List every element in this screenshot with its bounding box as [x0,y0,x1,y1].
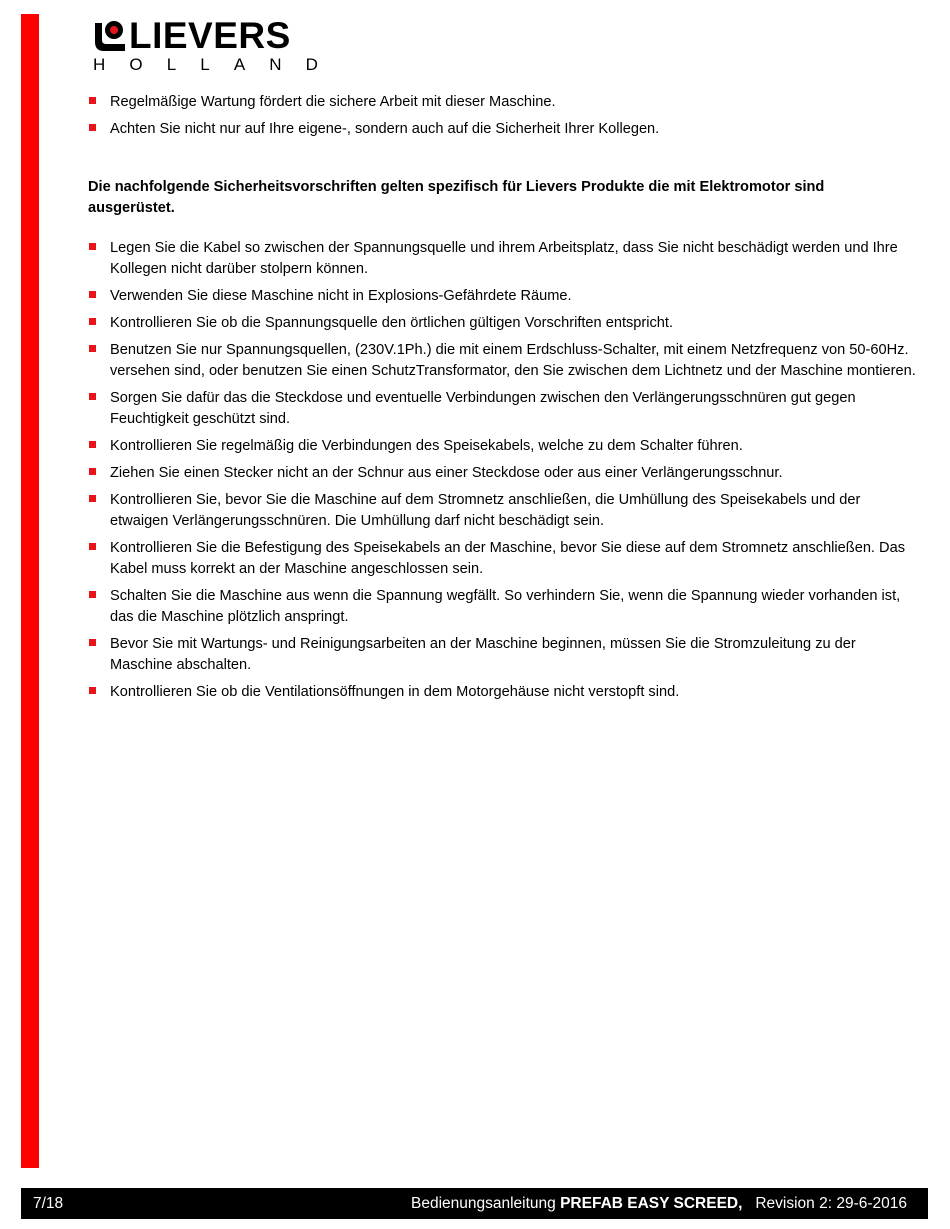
logo-subtitle-letter: O [129,55,143,74]
list-item-text: Kontrollieren Sie, bevor Sie die Maschine auf dem Stromnetz anschließen, die Umhüllung des Speisekabels und der etwaigen Verlängerungsschnüren. Die Umhüllung darf nicht beschädigt sein. [110,492,861,529]
red-square-bullet-icon [89,543,96,550]
document-info [411,1188,907,1219]
red-square-bullet-icon [89,639,96,646]
red-square-bullet-icon [89,97,96,104]
document-body [88,92,918,709]
list-item-text: Kontrollieren Sie ob die Spannungsquelle den örtlichen gültigen Vorschriften entspricht. [110,315,674,331]
logo-row [93,15,291,56]
red-margin-bar [21,14,39,1168]
logo-subtitle-letter: L [166,55,177,74]
list-item [88,538,918,580]
list-item [88,388,918,430]
list-item-text: Legen Sie die Kabel so zwischen der Spannungsquelle und ihrem Arbeitsplatz, dass Sie nicht beschädigt werden und Ihre Kollegen nicht darüber stolpern können. [110,240,898,277]
logo-subtitle-letter: D [305,55,318,74]
list-item [88,436,918,457]
manual-label: Bedienungsanleitung [410,1195,561,1212]
list-item [88,286,918,307]
list-item [88,682,918,703]
list-item-text: Kontrollieren Sie die Befestigung des Speisekabels an der Maschine, bevor Sie diese auf dem Stromnetz anschließen. Das Kabel muss korrekt an der Maschine angeschlossen sein. [110,540,905,577]
electric-safety-list [88,238,918,703]
list-item [88,586,918,628]
red-square-bullet-icon [89,687,96,694]
red-square-bullet-icon [89,393,96,400]
list-item-text: Sorgen Sie dafür das die Steckdose und eventuelle Verbindungen zwischen den Verlängerungsschnüren gut gegen Feuchtigkeit geschützt sind. [110,390,856,427]
revision-info: Revision 2: 29-6-2016 [742,1195,907,1212]
list-item [88,119,918,140]
logo-subtitle-letter: H [93,55,106,74]
page-footer [21,1188,928,1219]
red-square-bullet-icon [89,318,96,325]
list-item [88,634,918,676]
list-item [88,313,918,334]
list-item-text: Bevor Sie mit Wartungs- und Reinigungsarbeiten an der Maschine beginnen, müssen Sie die Stromzuleitung zu der Maschine abschalten. [110,636,856,673]
list-item-text: Ziehen Sie einen Stecker nicht an der Schnur aus einer Steckdose oder aus einer Verlängerungsschnur. [110,465,783,481]
logo-brand-text: LIEVERS [129,15,291,56]
list-item [88,490,918,532]
list-item-text: Schalten Sie die Maschine aus wenn die Spannung wegfällt. So verhindern Sie, wenn die Spannung wieder vorhanden ist, das die Maschine plötzlich anspringt. [110,588,901,625]
page-number: 7/18 [33,1195,64,1212]
list-item [88,463,918,484]
red-square-bullet-icon [89,468,96,475]
list-item-text: Verwenden Sie diese Maschine nicht in Explosions-Gefährdete Räume. [110,288,572,304]
red-square-bullet-icon [89,291,96,298]
list-item [88,340,918,382]
list-item-text: Regelmäßige Wartung fördert die sichere Arbeit mit dieser Maschine. [110,94,556,110]
list-item [88,92,918,113]
list-item-text: Achten Sie nicht nur auf Ihre eigene-, sondern auch auf die Sicherheit Ihrer Kollegen. [110,121,660,137]
list-item-text: Kontrollieren Sie ob die Ventilationsöffnungen in dem Motorgehäuse nicht verstopft sind. [110,684,680,700]
lievers-logo-mark-icon [93,19,127,53]
logo-subtitle-letter: N [269,55,282,74]
list-item-text: Benutzen Sie nur Spannungsquellen, (230V.1Ph.) die mit einem Erdschluss-Schalter, mit einem Netzfrequenz von 50-60Hz. versehen sind, oder benutzen Sie einen SchutzTransformator, den Sie zwischen dem Lichtnetz und der Maschine montieren. [110,342,916,379]
general-safety-list [88,92,918,140]
electric-section-heading: Die nachfolgende Sicherheitsvorschriften gelten spezifisch für Lievers Produkte die mit Elektromotor sind ausgerüstet. [88,179,825,216]
logo-subtitle-letter: L [200,55,210,74]
list-item [88,238,918,280]
red-square-bullet-icon [89,591,96,598]
logo-subtitle [93,56,318,74]
red-square-bullet-icon [89,495,96,502]
red-square-bullet-icon [89,441,96,448]
product-name: PREFAB EASY SCREED, [560,1195,743,1212]
list-item-text: Kontrollieren Sie regelmäßig die Verbindungen des Speisekabels, welche zu dem Schalter führen. [110,438,743,454]
red-square-bullet-icon [89,243,96,250]
red-square-bullet-icon [89,345,96,352]
red-square-bullet-icon [89,124,96,131]
lievers-logo [93,15,318,76]
logo-subtitle-letter: A [233,55,246,74]
